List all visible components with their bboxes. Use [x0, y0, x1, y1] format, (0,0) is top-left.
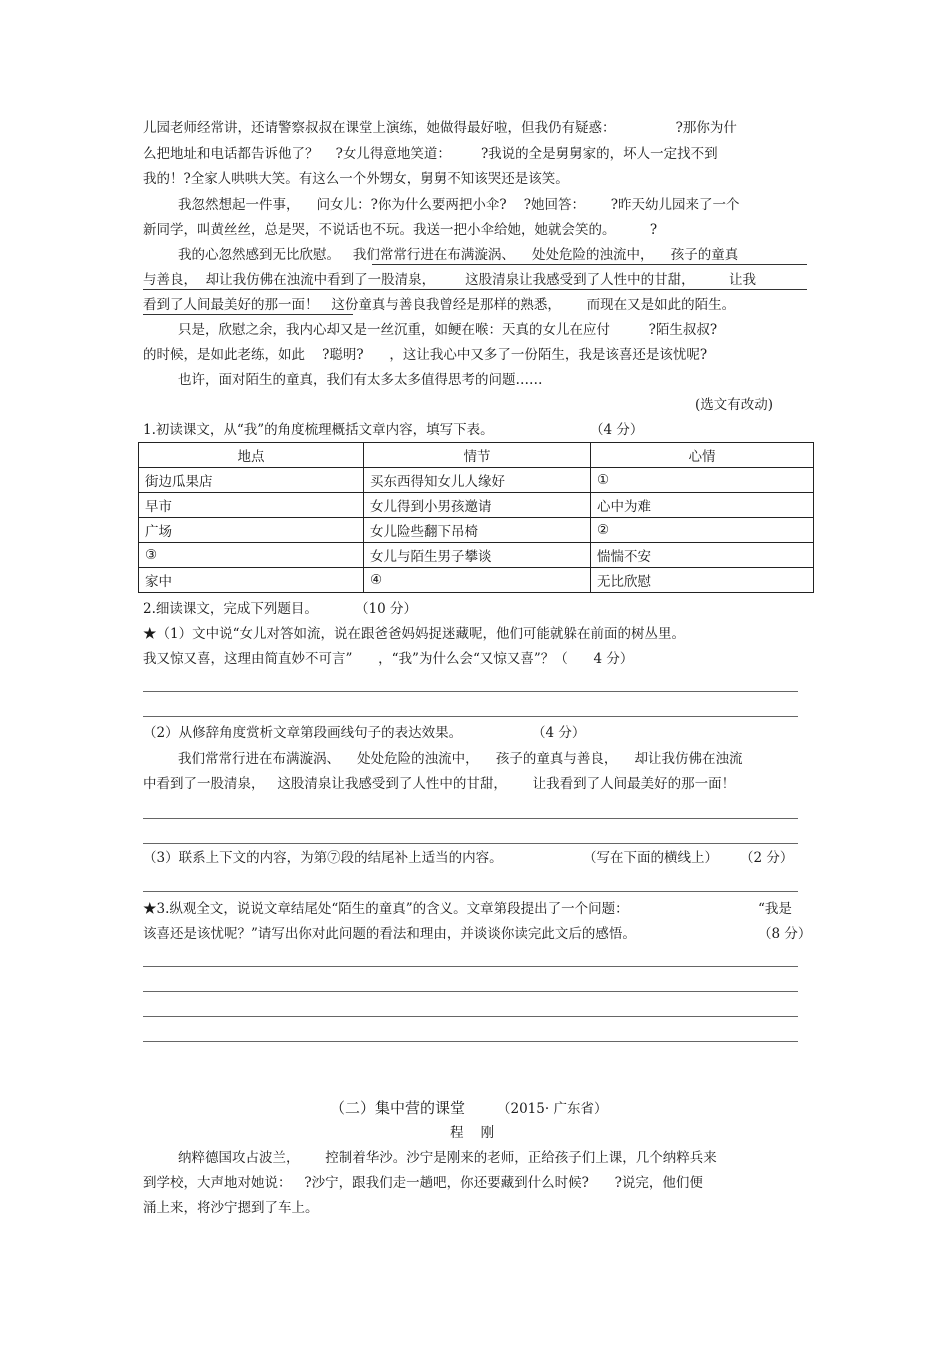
- cell-plot: 买东西得知女儿人缘好: [364, 468, 591, 493]
- cell-mood: 心中为难: [591, 493, 814, 518]
- passage1-p3-line3: 看到了人间最美好的那一面！ 这份童真与善良我曾经是那样的熟悉， 而现在又是如此的陌生。: [143, 297, 736, 313]
- summary-table: [138, 442, 814, 593]
- passage2-line3: 涌上来，将沙宁摁到了车上。: [143, 1200, 319, 1216]
- q2-sub2-score: （4 分）: [532, 725, 586, 741]
- q2-prompt: 2.细读课文，完成下列题目。: [143, 601, 318, 617]
- table-header-row: [139, 443, 814, 468]
- passage1-p3-line2: 与善良， 却让我仿佛在浊流中看到了一股清泉， 这股清泉让我感受到了人性中的甘甜， 让我: [143, 272, 756, 288]
- q2-sub3-note: （写在下面的横线上）: [583, 850, 718, 866]
- q3-score: （8 分）: [758, 926, 812, 942]
- q2-sub1-line2: 我又惊又喜，这理由简直妙不可言” ，“我”为什么会“又惊又喜”？（ 4 分）: [143, 651, 634, 667]
- answer-line[interactable]: [143, 818, 798, 819]
- answer-line[interactable]: [143, 966, 798, 967]
- passage2-line2: 到学校，大声地对她说： ?沙宁，跟我们走一趟吧，你还要藏到什么时候? ?说完，他们便: [143, 1175, 703, 1191]
- q2-sub2-quote-line1: 我们常常行进在布满漩涡、 处处危险的浊流中， 孩子的童真与善良， 却让我仿佛在浊流: [178, 751, 743, 767]
- answer-line[interactable]: [143, 716, 798, 717]
- cell-place: 广场: [139, 518, 364, 543]
- q2-sub3-score: （2 分）: [740, 850, 794, 866]
- passage1-p5: 也许，面对陌生的童真，我们有太多太多值得思考的问题……: [178, 372, 543, 388]
- table-row: [139, 543, 814, 568]
- table-row: [139, 568, 814, 593]
- cell-place: 街边瓜果店: [139, 468, 364, 493]
- table-row: [139, 493, 814, 518]
- cell-plot: 女儿得到小男孩邀请: [364, 493, 591, 518]
- cell-plot: 女儿险些翻下吊椅: [364, 518, 591, 543]
- answer-line[interactable]: [143, 1041, 798, 1042]
- passage1-p4-line1: 只是，欣慰之余，我内心却又是一丝沉重，如鲠在喉：天真的女儿在应付 ?陌生叔叔?: [178, 322, 718, 338]
- cell-mood-blank[interactable]: ②: [591, 518, 814, 543]
- answer-line[interactable]: [143, 691, 798, 692]
- q2-sub1-line1: ★（1）文中说“女儿对答如流，说在跟爸爸妈妈捉迷藏呢，他们可能就躲在前面的树丛里。: [143, 626, 685, 642]
- q2-sub2-quote-line2: 中看到了一股清泉， 这股清泉让我感受到了人性中的甘甜， 让我看到了人间最美好的那一面！: [143, 776, 736, 792]
- header-plot: 情节: [364, 443, 591, 468]
- table-row: [139, 518, 814, 543]
- cell-mood-blank[interactable]: ①: [591, 468, 814, 493]
- passage2-line1: 纳粹德国攻占波兰， 控制着华沙。沙宁是刚来的老师，正给孩子们上课，几个纳粹兵来: [178, 1150, 717, 1166]
- passage1-p4-line2: 的时候，是如此老练，如此 ?聪明? ，这让我心中又多了一份陌生，我是该喜还是该忧呢?: [143, 347, 708, 363]
- q3-line1: ★3.纵观全文，说说文章结尾处“陌生的童真”的含义。文章第段提出了一个问题：: [143, 901, 629, 917]
- passage2-meta: （2015· 广东省）: [497, 1101, 608, 1117]
- passage1-p2-line1: 我忽然想起一件事， 问女儿：?你为什么要两把小伞? ?她回答： ?昨天幼儿园来了一个: [178, 197, 740, 213]
- cell-place: 家中: [139, 568, 364, 593]
- cell-mood: 无比欣慰: [591, 568, 814, 593]
- passage1-p2-line2: 新同学，叫黄丝丝，总是哭，不说话也不玩。我送一把小伞给她，她就会笑的。 ?: [143, 222, 658, 238]
- answer-line[interactable]: [143, 843, 798, 844]
- passage1-p1-line2: 么把地址和电话都告诉他了？ ?女儿得意地笑道： ?我说的全是舅舅家的，坏人一定找不到: [143, 146, 718, 162]
- q3-line1-quote: “我是: [758, 901, 792, 917]
- passage2-title: （二）集中营的课堂: [330, 1099, 466, 1117]
- answer-line[interactable]: [143, 991, 798, 992]
- cell-place-blank[interactable]: ③: [139, 543, 364, 568]
- q2-sub2-prompt: （2）从修辞角度赏析文章第段画线句子的表达效果。: [143, 725, 463, 741]
- q1-prompt: 1.初读课文，从“我”的角度梳理概括文章内容，填写下表。: [143, 422, 494, 438]
- q2-score: （10 分）: [355, 601, 417, 617]
- cell-mood: 惴惴不安: [591, 543, 814, 568]
- passage2-author: 程 刚: [450, 1125, 495, 1141]
- header-place: 地点: [139, 443, 364, 468]
- underline-3: [143, 314, 353, 315]
- q2-sub3-prompt: （3）联系上下文的内容，为第⑦段的结尾补上适当的内容。: [143, 850, 503, 866]
- passage1-p3-line1: 我的心忽然感到无比欣慰。 我们常常行进在布满漩涡、 处处危险的浊流中， 孩子的童真: [178, 247, 739, 263]
- cell-place: 早市: [139, 493, 364, 518]
- answer-line[interactable]: [143, 891, 798, 892]
- cell-plot-blank[interactable]: ④: [364, 568, 591, 593]
- q3-line2: 该喜还是该忧呢？”请写出你对此问题的看法和理由，并谈谈你读完此文后的感悟。: [143, 926, 636, 942]
- underline-2: [143, 289, 807, 290]
- answer-line[interactable]: [143, 1016, 798, 1017]
- table-row: [139, 468, 814, 493]
- passage1-p1-line1: 儿园老师经常讲，还请警察叔叔在课堂上演练，她做得最好啦，但我仍有疑惑： ?那你为什: [143, 120, 737, 136]
- cell-plot: 女儿与陌生男子攀谈: [364, 543, 591, 568]
- passage1-p1-line3: 我的！?全家人哄哄大笑。有这么一个外甥女，舅舅不知该哭还是该笑。: [143, 171, 569, 187]
- q1-score: （4 分）: [590, 422, 644, 438]
- source-note: (选文有改动): [695, 397, 774, 413]
- underline-1: [372, 264, 807, 265]
- header-mood: 心情: [591, 443, 814, 468]
